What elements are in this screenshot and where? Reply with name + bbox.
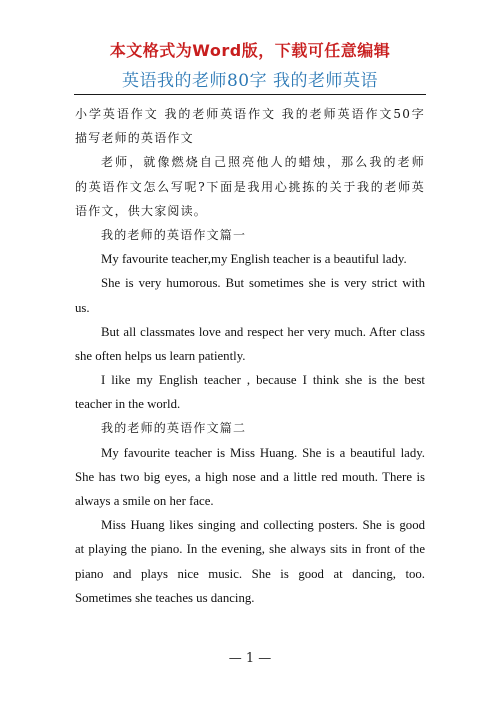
body-line: 小学英语作文 我的老师英语作文 我的老师英语作文50字	[75, 107, 425, 121]
section-heading: 我的老师的英语作文篇二	[101, 421, 247, 436]
body-line: My favourite teacher is Miss Huang. She is a beautiful lady.	[101, 445, 425, 460]
body-line: Sometimes she teaches us dancing.	[75, 590, 255, 605]
body-line: piano and plays nice music. She is good at dancing, too.	[75, 566, 425, 581]
format-banner: 本文格式为Word版，下载可任意编辑	[109, 41, 391, 60]
body-line: Miss Huang likes singing and collecting posters. She is good	[101, 518, 425, 533]
header-divider	[74, 94, 426, 95]
body-line: she often helps us learn patiently.	[75, 348, 246, 363]
body-line: She has two big eyes, a high nose and a little red mouth. There is	[75, 469, 425, 484]
body-line: us.	[75, 300, 90, 315]
body-line: 语作文，供大家阅读。	[75, 203, 208, 218]
body-line: 的英语作文怎么写呢?下面是我用心挑拣的关于我的老师英	[75, 179, 425, 194]
body-line: I like my English teacher , because I think she is the best	[101, 373, 425, 388]
section-heading: 我的老师的英语作文篇一	[101, 227, 247, 242]
body-line: She is very humorous. But sometimes she is very strict with	[101, 276, 425, 291]
body-line: 老师，就像燃烧自己照亮他人的蜡烛，那么我的老师	[101, 155, 425, 170]
body-line: My favourite teacher,my English teacher is a beautiful lady.	[101, 252, 407, 267]
body-line: at playing the piano. In the evening, she always sits in front of the	[75, 542, 425, 557]
page-number: — 1 —	[228, 651, 272, 666]
document-body	[75, 102, 425, 610]
body-line: always a smile on her face.	[75, 494, 214, 508]
document-title: 英语我的老师80字 我的老师英语	[121, 71, 379, 91]
body-line: But all classmates love and respect her very much. After class	[101, 324, 425, 339]
body-line: teacher in the world.	[75, 397, 181, 412]
body-line: 描写老师的英语作文	[75, 131, 194, 146]
